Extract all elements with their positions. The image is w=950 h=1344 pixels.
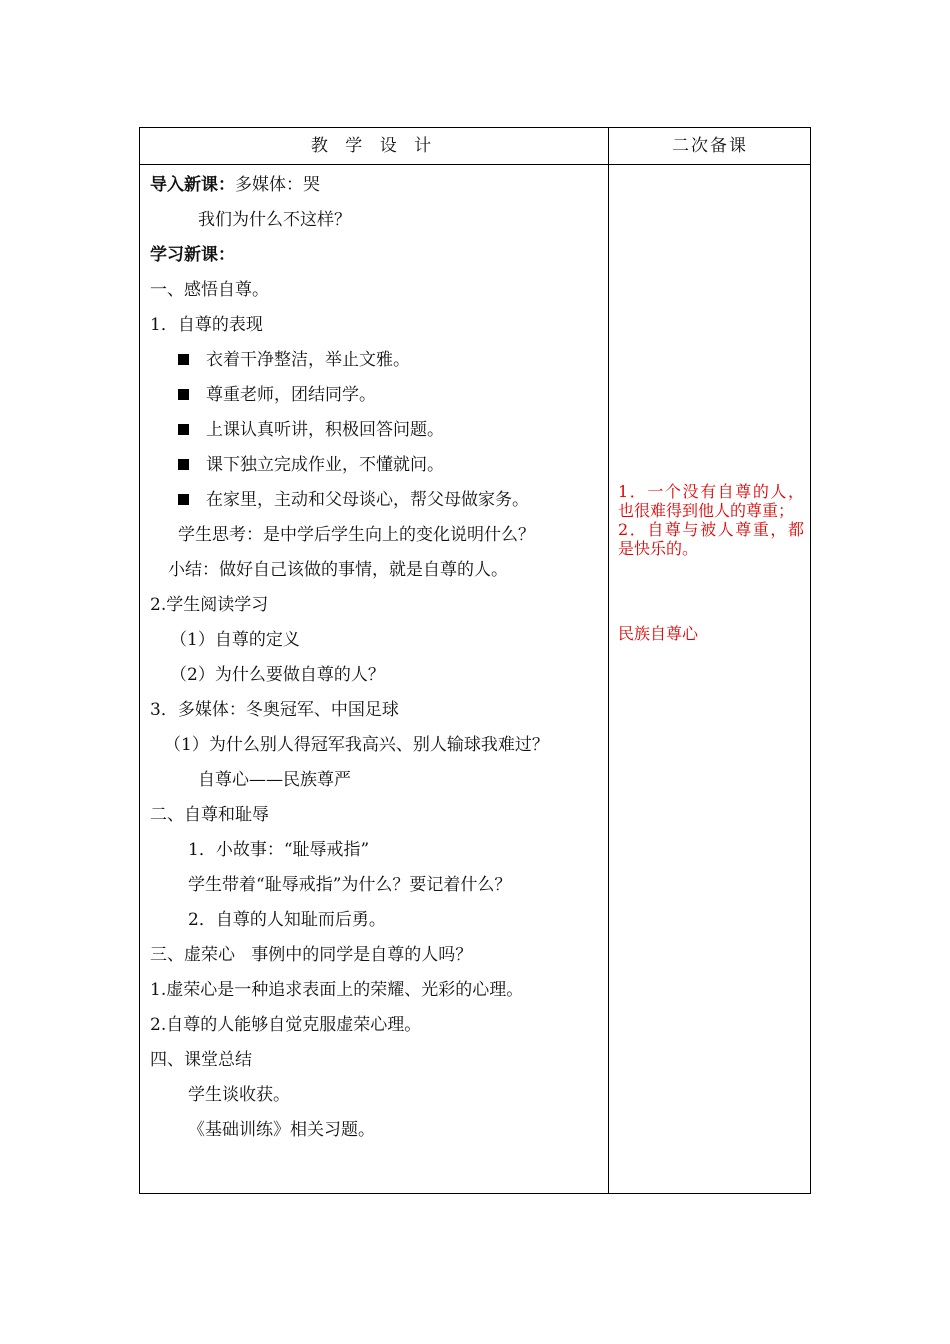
intro-heading: 导入新课：: [150, 175, 235, 195]
square-bullet-icon: [178, 424, 189, 435]
text-line: （1）为什么别人得冠军我高兴、别人输球我难过？: [164, 735, 549, 755]
square-bullet-icon: [178, 354, 189, 365]
text-line: 我们为什么不这样？: [198, 210, 351, 230]
teaching-content: [150, 168, 600, 1148]
note-national-self-esteem: 民族自尊心: [618, 624, 699, 643]
bullet-item: 上课认真听讲，积极回答问题。: [150, 413, 600, 448]
text-line: 学生带着“耻辱戒指”为什么？要记着什么？: [188, 875, 512, 895]
square-bullet-icon: [178, 389, 189, 400]
text-line: 《基础训练》相关习题。: [188, 1120, 375, 1140]
header-teaching-design: 教 学 设 计: [310, 136, 438, 156]
header-second-preparation: 二次备课: [672, 136, 748, 156]
square-bullet-icon: [178, 494, 189, 505]
intro-line: [150, 168, 600, 203]
text-line: 1．小故事：“耻辱戒指”: [188, 840, 370, 860]
text-line: 2．自尊的人知耻而后勇。: [188, 910, 386, 930]
square-bullet-icon: [178, 459, 189, 470]
text-line: 学生谈收获。: [188, 1085, 290, 1105]
note-2: 2．自尊与被人尊重，都是快乐的。: [618, 520, 804, 558]
text-line: 2.学生阅读学习: [150, 595, 269, 615]
text-line: 自尊心——民族尊严: [198, 770, 351, 790]
text-line: 四、课堂总结: [150, 1050, 252, 1070]
text-line: 1.虚荣心是一种追求表面上的荣耀、光彩的心理。: [150, 980, 524, 1000]
note-1: 1．一个没有自尊的人，也很难得到他人的尊重；: [618, 482, 804, 520]
text-line: （2）为什么要做自尊的人？: [170, 665, 385, 685]
text-line: 二、自尊和耻辱: [150, 805, 269, 825]
section-heading: 学习新课：: [150, 245, 235, 265]
text-line: 3．多媒体：冬奥冠军、中国足球: [150, 700, 399, 720]
bullet-item: 衣着干净整洁，举止文雅。: [150, 343, 600, 378]
intro-media: 多媒体：哭: [235, 175, 320, 195]
text-line: 学生思考：是中学后学生向上的变化说明什么？: [178, 525, 535, 545]
text-line: 小结：做好自己该做的事情，就是自尊的人。: [168, 560, 508, 580]
text-line: 一、感悟自尊。: [150, 280, 269, 300]
text-line: 2.自尊的人能够自觉克服虚荣心理。: [150, 1015, 422, 1035]
text-line: 三、虚荣心 事例中的同学是自尊的人吗？: [150, 945, 473, 965]
lesson-plan-table: [139, 127, 811, 1194]
bullet-item: 在家里，主动和父母谈心，帮父母做家务。: [150, 483, 600, 518]
text-line: （1）自尊的定义: [170, 630, 300, 650]
column-divider: [608, 128, 609, 1193]
bullet-item: 课下独立完成作业，不懂就问。: [150, 448, 600, 483]
second-prep-notes: [618, 482, 804, 558]
bullet-item: 尊重老师，团结同学。: [150, 378, 600, 413]
header-divider: [140, 164, 810, 165]
text-line: 1．自尊的表现: [150, 315, 263, 335]
